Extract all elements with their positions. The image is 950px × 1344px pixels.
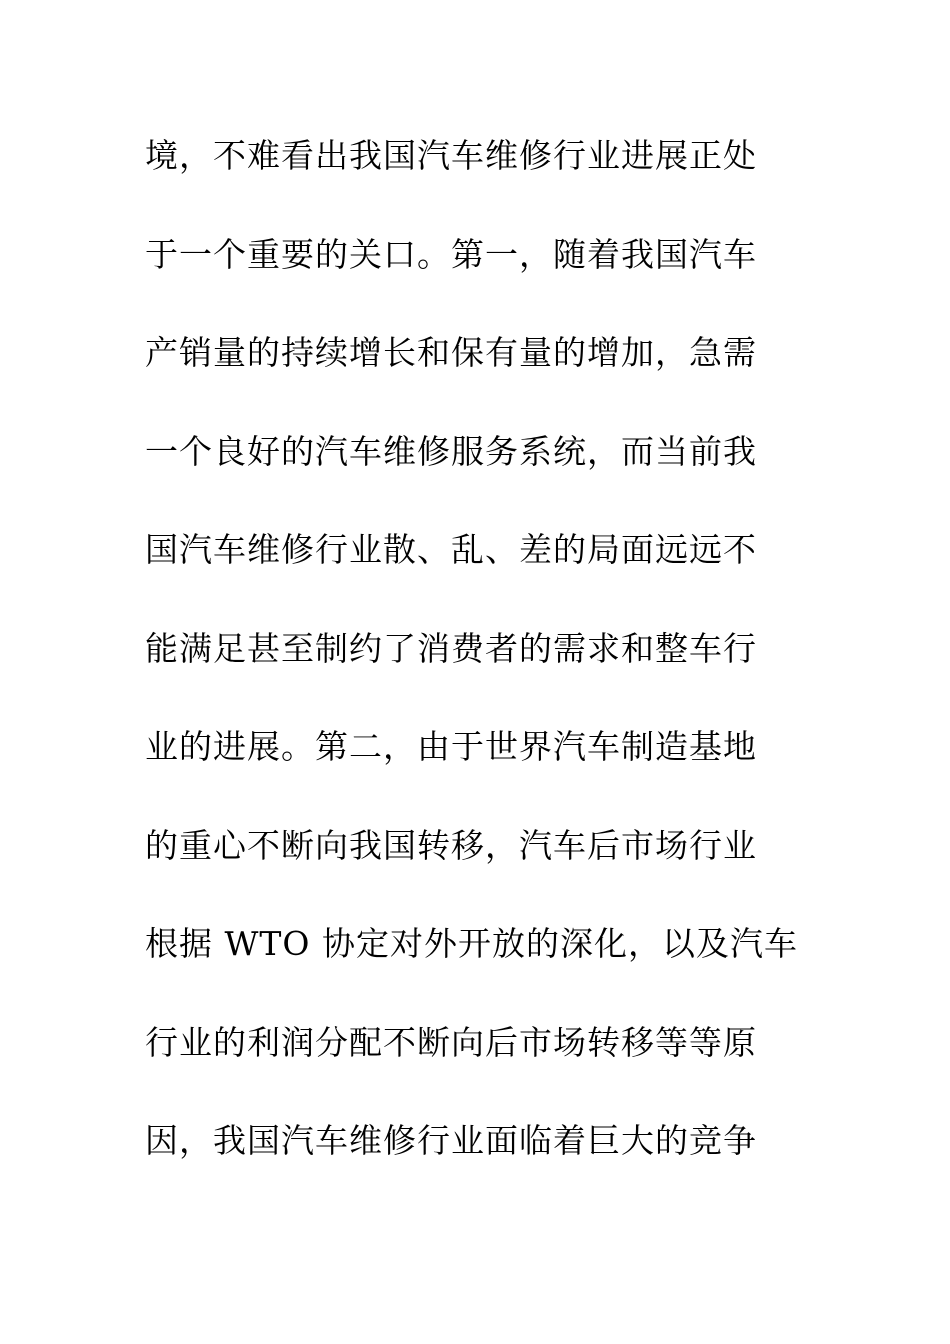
text-line: 能满足甚至制约了消费者的需求和整车行 xyxy=(145,628,757,668)
body-text xyxy=(145,123,805,1207)
text-line: 于一个重要的关口。第一，随着我国汽车 xyxy=(145,234,757,274)
text-line: 的重心不断向我国转移，汽车后市场行业 xyxy=(145,825,757,865)
text-line: 国汽车维修行业散、乱、差的局面远远不 xyxy=(145,530,757,569)
text-line: 业的进展。第二，由于世界汽车制造基地 xyxy=(145,727,757,766)
text-line: 产销量的持续增长和保有量的增加，急需 xyxy=(145,333,757,372)
text-line: 一个良好的汽车维修服务系统，而当前我 xyxy=(145,431,757,471)
text-line: 境，不难看出我国汽车维修行业进展正处 xyxy=(145,136,757,175)
text-line: 因，我国汽车维修行业面临着巨大的竞争 xyxy=(145,1121,757,1160)
text-line: 根据 WTO 协定对外开放的深化，以及汽车 xyxy=(145,924,798,963)
text-line: 行业的利润分配不断向后市场转移等等原 xyxy=(145,1022,757,1062)
